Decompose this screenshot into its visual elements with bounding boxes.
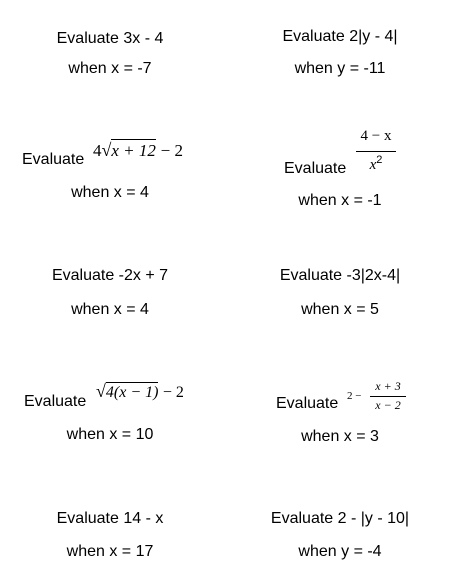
radical-icon: √ [96,381,106,401]
problem-3-line2: when x = 4 [71,184,149,201]
problem-7-evaluate: Evaluate [24,393,87,410]
problem-3-tail: − 2 [160,141,183,160]
problem-5-line2: when x = 4 [71,301,149,318]
problem-4-den-exp: 2 [376,154,383,166]
problem-6-line2: when x = 5 [301,301,379,318]
problem-1-line2: when x = -7 [68,60,152,77]
problem-1-line1: Evaluate 3x - 4 [56,30,164,47]
problem-4-numerator: 4 − x [360,128,392,144]
problem-5-line1: Evaluate -2x + 7 [51,267,169,284]
problem-9-line1: Evaluate 14 - x [56,510,164,527]
problem-10-line2: when y = -4 [298,543,382,560]
problem-3-evaluate: Evaluate [22,151,85,168]
problem-7-radicand: 4(x − 1) [105,384,159,401]
problem-3-radicand: x + 12 [111,141,156,160]
problem-6-line1: Evaluate -3|2x-4| [279,267,401,284]
problem-8-evaluate: Evaluate [276,395,339,412]
problem-7-expression [96,381,184,402]
problem-8-numerator: x + 3 [375,379,401,393]
problem-10-line1: Evaluate 2 - |y - 10| [270,510,410,527]
problem-4-denominator [370,154,383,174]
radical-icon: √ [101,140,112,160]
problem-3-expression [93,140,183,161]
problem-7-tail: − 2 [162,384,184,401]
problem-7-line2: when x = 10 [66,426,154,443]
problem-8-fraction-bar [370,396,406,397]
problem-4-den-base: x [369,157,377,173]
problem-9-line2: when x = 17 [66,543,154,560]
problem-4-line2: when x = -1 [298,192,382,209]
problem-4-evaluate: Evaluate [284,160,347,177]
problem-8-denominator: x − 2 [375,398,401,412]
problem-8-line2: when x = 3 [301,428,379,445]
problem-2-line1: Evaluate 2|y - 4| [282,28,398,45]
problem-4-fraction-bar [356,151,396,152]
problem-3-coef: 4 [93,141,102,160]
problem-2-line2: when y = -11 [294,60,386,77]
problem-8-prefix: 2 − [347,390,362,402]
